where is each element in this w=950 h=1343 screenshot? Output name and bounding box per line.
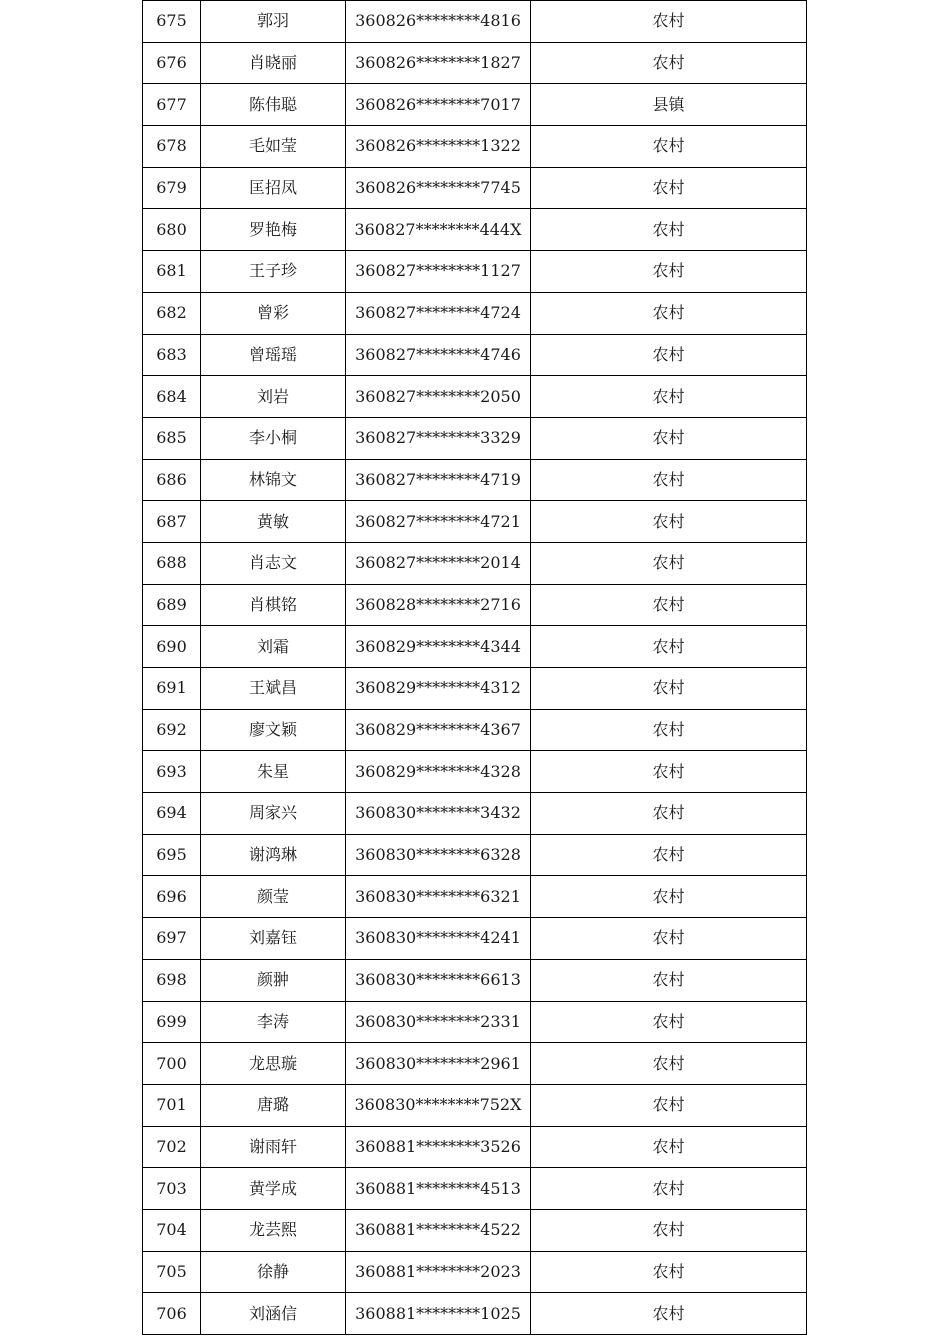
row-number-cell: 702	[143, 1126, 201, 1168]
table-row	[143, 751, 807, 793]
id-number-cell: 360830********6613	[346, 959, 531, 1001]
table-row	[143, 42, 807, 84]
area-type-cell: 农村	[531, 542, 807, 584]
table-row	[143, 417, 807, 459]
name-cell: 匡招凤	[201, 167, 346, 209]
id-number-cell: 360827********3329	[346, 417, 531, 459]
row-number-cell: 700	[143, 1043, 201, 1085]
row-number-cell: 690	[143, 626, 201, 668]
table-row	[143, 84, 807, 126]
area-type-cell: 农村	[531, 501, 807, 543]
id-number-cell: 360881********4513	[346, 1168, 531, 1210]
area-type-cell: 农村	[531, 1293, 807, 1335]
area-type-cell: 农村	[531, 1168, 807, 1210]
area-type-cell: 农村	[531, 584, 807, 626]
row-number-cell: 697	[143, 918, 201, 960]
name-cell: 徐静	[201, 1251, 346, 1293]
id-number-cell: 360827********4746	[346, 334, 531, 376]
area-type-cell: 农村	[531, 459, 807, 501]
id-number-cell: 360827********2014	[346, 542, 531, 584]
table-row	[143, 918, 807, 960]
id-number-cell: 360830********6328	[346, 834, 531, 876]
table-row	[143, 126, 807, 168]
area-type-cell: 农村	[531, 834, 807, 876]
name-cell: 黄敏	[201, 501, 346, 543]
id-number-cell: 360826********1322	[346, 126, 531, 168]
row-number-cell: 696	[143, 876, 201, 918]
id-number-cell: 360828********2716	[346, 584, 531, 626]
row-number-cell: 684	[143, 376, 201, 418]
row-number-cell: 676	[143, 42, 201, 84]
row-number-cell: 699	[143, 1001, 201, 1043]
table-row	[143, 1, 807, 43]
row-number-cell: 685	[143, 417, 201, 459]
table-row	[143, 1126, 807, 1168]
id-number-cell: 360830********2961	[346, 1043, 531, 1085]
row-number-cell: 683	[143, 334, 201, 376]
name-cell: 龙思璇	[201, 1043, 346, 1085]
table-row	[143, 709, 807, 751]
id-number-cell: 360826********7017	[346, 84, 531, 126]
area-type-cell: 农村	[531, 668, 807, 710]
table-row	[143, 1084, 807, 1126]
area-type-cell: 农村	[531, 42, 807, 84]
row-number-cell: 706	[143, 1293, 201, 1335]
name-cell: 刘涵信	[201, 1293, 346, 1335]
name-cell: 毛如莹	[201, 126, 346, 168]
id-number-cell: 360881********2023	[346, 1251, 531, 1293]
name-cell: 刘岩	[201, 376, 346, 418]
id-number-cell: 360827********4724	[346, 292, 531, 334]
table-row	[143, 1209, 807, 1251]
area-type-cell: 农村	[531, 376, 807, 418]
name-cell: 曾瑶瑶	[201, 334, 346, 376]
table-row	[143, 1251, 807, 1293]
table-row	[143, 793, 807, 835]
name-cell: 陈伟聪	[201, 84, 346, 126]
area-type-cell: 农村	[531, 876, 807, 918]
table-row	[143, 626, 807, 668]
id-number-cell: 360829********4328	[346, 751, 531, 793]
table-row	[143, 1043, 807, 1085]
name-cell: 李涛	[201, 1001, 346, 1043]
area-type-cell: 农村	[531, 1001, 807, 1043]
id-number-cell: 360829********4312	[346, 668, 531, 710]
row-number-cell: 689	[143, 584, 201, 626]
table-row	[143, 376, 807, 418]
row-number-cell: 703	[143, 1168, 201, 1210]
name-cell: 朱星	[201, 751, 346, 793]
row-number-cell: 693	[143, 751, 201, 793]
row-number-cell: 686	[143, 459, 201, 501]
row-number-cell: 692	[143, 709, 201, 751]
table-row	[143, 209, 807, 251]
row-number-cell: 680	[143, 209, 201, 251]
id-number-cell: 360830********4241	[346, 918, 531, 960]
area-type-cell: 农村	[531, 1, 807, 43]
name-cell: 罗艳梅	[201, 209, 346, 251]
name-cell: 王斌昌	[201, 668, 346, 710]
name-cell: 刘嘉钰	[201, 918, 346, 960]
id-number-cell: 360827********4721	[346, 501, 531, 543]
name-cell: 李小桐	[201, 417, 346, 459]
name-cell: 郭羽	[201, 1, 346, 43]
table-row	[143, 542, 807, 584]
table-row	[143, 1001, 807, 1043]
area-type-cell: 农村	[531, 251, 807, 293]
id-number-cell: 360827********4719	[346, 459, 531, 501]
table-row	[143, 1293, 807, 1335]
id-number-cell: 360829********4367	[346, 709, 531, 751]
id-number-cell: 360826********7745	[346, 167, 531, 209]
name-cell: 龙芸熙	[201, 1209, 346, 1251]
row-number-cell: 695	[143, 834, 201, 876]
table-row	[143, 876, 807, 918]
row-number-cell: 675	[143, 1, 201, 43]
area-type-cell: 农村	[531, 1209, 807, 1251]
name-cell: 王子珍	[201, 251, 346, 293]
area-type-cell: 农村	[531, 209, 807, 251]
name-cell: 颜莹	[201, 876, 346, 918]
id-number-cell: 360827********444X	[346, 209, 531, 251]
area-type-cell: 农村	[531, 417, 807, 459]
name-cell: 廖文颖	[201, 709, 346, 751]
row-number-cell: 682	[143, 292, 201, 334]
table-row	[143, 167, 807, 209]
name-cell: 颜翀	[201, 959, 346, 1001]
row-number-cell: 705	[143, 1251, 201, 1293]
area-type-cell: 农村	[531, 959, 807, 1001]
area-type-cell: 农村	[531, 709, 807, 751]
name-cell: 谢雨轩	[201, 1126, 346, 1168]
id-number-cell: 360830********752X	[346, 1084, 531, 1126]
area-type-cell: 农村	[531, 1251, 807, 1293]
id-number-cell: 360827********2050	[346, 376, 531, 418]
id-number-cell: 360829********4344	[346, 626, 531, 668]
area-type-cell: 农村	[531, 918, 807, 960]
area-type-cell: 农村	[531, 626, 807, 668]
name-cell: 曾彩	[201, 292, 346, 334]
table-row	[143, 1168, 807, 1210]
area-type-cell: 农村	[531, 751, 807, 793]
table-row	[143, 251, 807, 293]
name-cell: 肖晓丽	[201, 42, 346, 84]
roster-table-body	[143, 1, 807, 1335]
area-type-cell: 农村	[531, 334, 807, 376]
area-type-cell: 农村	[531, 292, 807, 334]
table-row	[143, 584, 807, 626]
row-number-cell: 694	[143, 793, 201, 835]
id-number-cell: 360827********1127	[346, 251, 531, 293]
name-cell: 肖棋铭	[201, 584, 346, 626]
id-number-cell: 360830********2331	[346, 1001, 531, 1043]
id-number-cell: 360881********3526	[346, 1126, 531, 1168]
name-cell: 周家兴	[201, 793, 346, 835]
id-number-cell: 360881********4522	[346, 1209, 531, 1251]
area-type-cell: 县镇	[531, 84, 807, 126]
area-type-cell: 农村	[531, 1043, 807, 1085]
row-number-cell: 704	[143, 1209, 201, 1251]
table-row	[143, 292, 807, 334]
area-type-cell: 农村	[531, 167, 807, 209]
row-number-cell: 698	[143, 959, 201, 1001]
id-number-cell: 360826********1827	[346, 42, 531, 84]
area-type-cell: 农村	[531, 126, 807, 168]
id-number-cell: 360881********1025	[346, 1293, 531, 1335]
table-row	[143, 501, 807, 543]
row-number-cell: 678	[143, 126, 201, 168]
area-type-cell: 农村	[531, 1084, 807, 1126]
area-type-cell: 农村	[531, 1126, 807, 1168]
row-number-cell: 677	[143, 84, 201, 126]
row-number-cell: 681	[143, 251, 201, 293]
id-number-cell: 360830********6321	[346, 876, 531, 918]
id-number-cell: 360826********4816	[346, 1, 531, 43]
row-number-cell: 688	[143, 542, 201, 584]
row-number-cell: 679	[143, 167, 201, 209]
name-cell: 肖志文	[201, 542, 346, 584]
table-row	[143, 334, 807, 376]
name-cell: 林锦文	[201, 459, 346, 501]
row-number-cell: 691	[143, 668, 201, 710]
row-number-cell: 687	[143, 501, 201, 543]
area-type-cell: 农村	[531, 793, 807, 835]
table-row	[143, 834, 807, 876]
name-cell: 黄学成	[201, 1168, 346, 1210]
table-row	[143, 459, 807, 501]
row-number-cell: 701	[143, 1084, 201, 1126]
roster-table	[142, 0, 807, 1335]
table-row	[143, 959, 807, 1001]
name-cell: 刘霜	[201, 626, 346, 668]
name-cell: 唐璐	[201, 1084, 346, 1126]
table-row	[143, 668, 807, 710]
name-cell: 谢鸿琳	[201, 834, 346, 876]
id-number-cell: 360830********3432	[346, 793, 531, 835]
